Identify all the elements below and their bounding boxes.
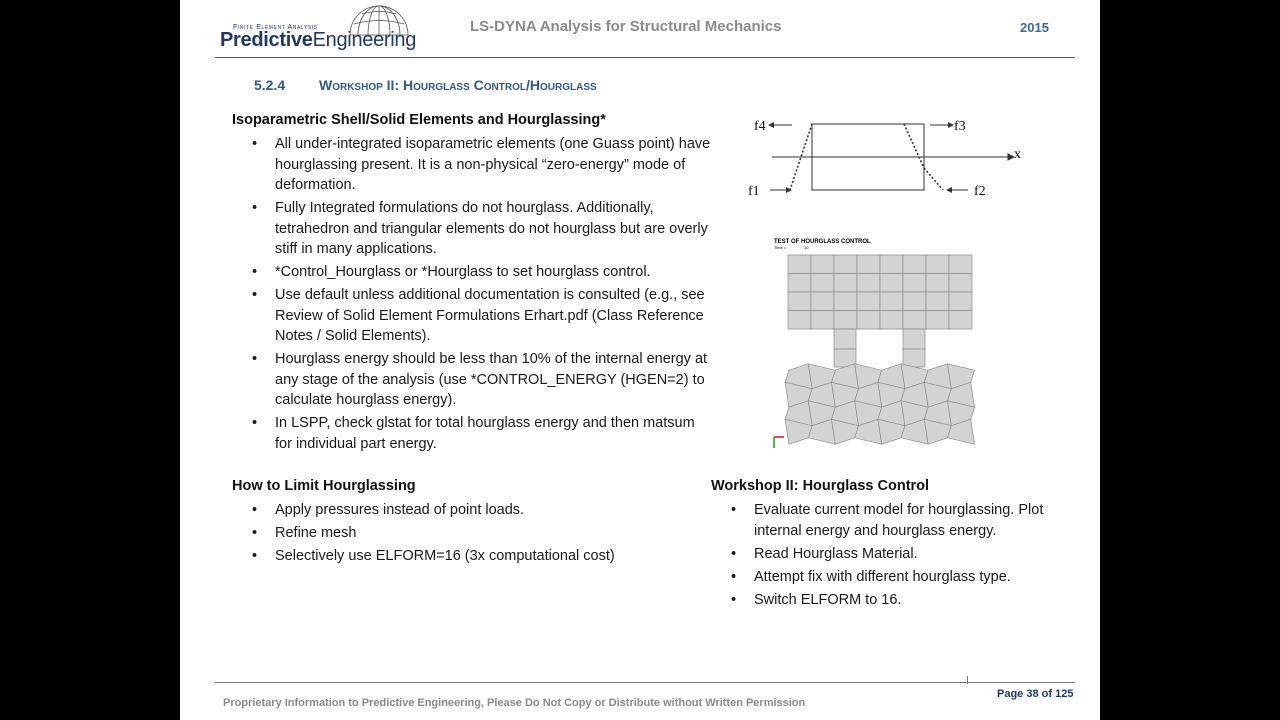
list-item: • All under-integrated isoparametric elements (one Guass point) have hourglassing present. It is a non-physical “zero-energy” mode of deformation. — [232, 134, 712, 196]
mesh-element — [926, 274, 949, 293]
mesh-upper-block — [788, 255, 972, 329]
section-title: Workshop II: Hourglass Control/Hourglass — [319, 77, 597, 93]
mesh-element — [811, 311, 834, 330]
logo-tagline: Finite Element Analysis — [233, 24, 318, 31]
mesh-element — [788, 311, 811, 330]
mesh-element — [834, 274, 857, 293]
mesh-element — [834, 329, 856, 349]
axis-triad-icon — [774, 437, 784, 448]
deformed-edge-right-top — [904, 124, 924, 168]
mesh-time-label: Time = — [774, 245, 787, 250]
label-f2: f2 — [974, 184, 986, 199]
document-page — [180, 0, 1100, 720]
mesh-time-value: 10 — [804, 245, 809, 250]
mesh-element — [949, 292, 972, 311]
deformed-edge-right-bottom — [924, 168, 943, 190]
list-item: • Refine mesh — [232, 523, 712, 544]
footer-divider — [215, 682, 1075, 683]
header-year: 2015 — [1020, 20, 1049, 35]
list-item: • *Control_Hourglass or *Hourglass to set hourglass control. — [232, 262, 712, 283]
isoparametric-heading: Isoparametric Shell/Solid Elements and Hourglassing* — [232, 112, 606, 128]
isoparametric-list — [232, 134, 712, 457]
header-divider — [215, 57, 1075, 58]
list-item: • Read Hourglass Material. — [711, 544, 1071, 565]
mesh-element — [788, 274, 811, 293]
mesh-element — [926, 311, 949, 330]
mesh-element — [949, 255, 972, 274]
mesh-element — [811, 274, 834, 293]
header-title: LS-DYNA Analysis for Structural Mechanics — [470, 18, 782, 35]
mesh-connector-posts — [834, 329, 925, 367]
mesh-element — [811, 255, 834, 274]
arrow-left-icon — [946, 187, 952, 193]
mesh-element — [903, 274, 926, 293]
mesh-element — [903, 311, 926, 330]
mesh-element — [880, 255, 903, 274]
mesh-element — [880, 274, 903, 293]
mesh-element — [949, 274, 972, 293]
mesh-element — [880, 292, 903, 311]
logo-wordmark-light: Engineering — [312, 29, 417, 51]
list-item: • Use default unless additional documentation is consulted (e.g., see Review of Solid Element Formulations Erhart.pdf (Class Reference Notes / Solid Elements). — [232, 285, 712, 347]
label-x: x — [1014, 147, 1021, 162]
arrow-left-icon — [768, 122, 774, 128]
mesh-title: TEST OF HOURGLASS CONTROL — [774, 239, 871, 245]
limit-hourglassing-list — [232, 500, 712, 569]
logo-wordmark-bold: Predictive — [220, 29, 313, 51]
logo-wordmark — [220, 29, 416, 52]
mesh-element — [903, 292, 926, 311]
mesh-element — [903, 255, 926, 274]
company-logo — [220, 2, 435, 52]
mesh-element — [926, 255, 949, 274]
mesh-element — [949, 311, 972, 330]
list-item: • Switch ELFORM to 16. — [711, 590, 1071, 611]
list-item: • Selectively use ELFORM=16 (3x computational cost) — [232, 546, 712, 567]
page-number: Page 38 of 125 — [997, 688, 1074, 700]
list-item: • Attempt fix with different hourglass type. — [711, 567, 1071, 588]
mesh-element — [903, 329, 925, 349]
mesh-lower-block — [785, 364, 974, 444]
mesh-element — [834, 292, 857, 311]
mesh-element — [903, 349, 925, 367]
list-item: • In LSPP, check glstat for total hourglass energy and then matsum for individual part energy. — [232, 413, 712, 454]
label-f1: f1 — [748, 184, 760, 199]
hourglass-mode-diagram — [740, 112, 1030, 202]
mesh-element — [857, 292, 880, 311]
limit-hourglassing-heading: How to Limit Hourglassing — [232, 478, 416, 494]
section-number: 5.2.4 — [254, 77, 286, 93]
mesh-element — [788, 292, 811, 311]
mesh-element — [834, 311, 857, 330]
footer-disclaimer: Proprietary Information to Predictive Engineering, Please Do Not Copy or Distribute without Written Permission — [223, 697, 806, 709]
mesh-element — [857, 274, 880, 293]
mesh-element — [834, 255, 857, 274]
list-item: • Apply pressures instead of point loads. — [232, 500, 712, 521]
workshop-heading: Workshop II: Hourglass Control — [711, 478, 930, 494]
hourglass-mesh-figure — [770, 235, 985, 455]
label-f3: f3 — [954, 119, 966, 134]
list-item: • Hourglass energy should be less than 10% of the internal energy at any stage of the analysis (use *CONTROL_ENERGY (HGEN=2) to calculate hourglass energy). — [232, 349, 712, 411]
label-f4: f4 — [754, 119, 766, 134]
arrow-right-icon — [786, 187, 792, 193]
list-item: • Evaluate current model for hourglassing. Plot internal energy and hourglass energy. — [711, 500, 1071, 541]
mesh-element — [811, 292, 834, 311]
mesh-element — [788, 255, 811, 274]
mesh-element — [857, 255, 880, 274]
workshop-list — [711, 500, 1071, 613]
mesh-element — [880, 311, 903, 330]
list-item: • Fully Integrated formulations do not hourglass. Additionally, tetrahedron and triangular elements do not hourglass but are overly stiff in many applications. — [232, 198, 712, 260]
mesh-element — [857, 311, 880, 330]
mesh-element — [926, 292, 949, 311]
